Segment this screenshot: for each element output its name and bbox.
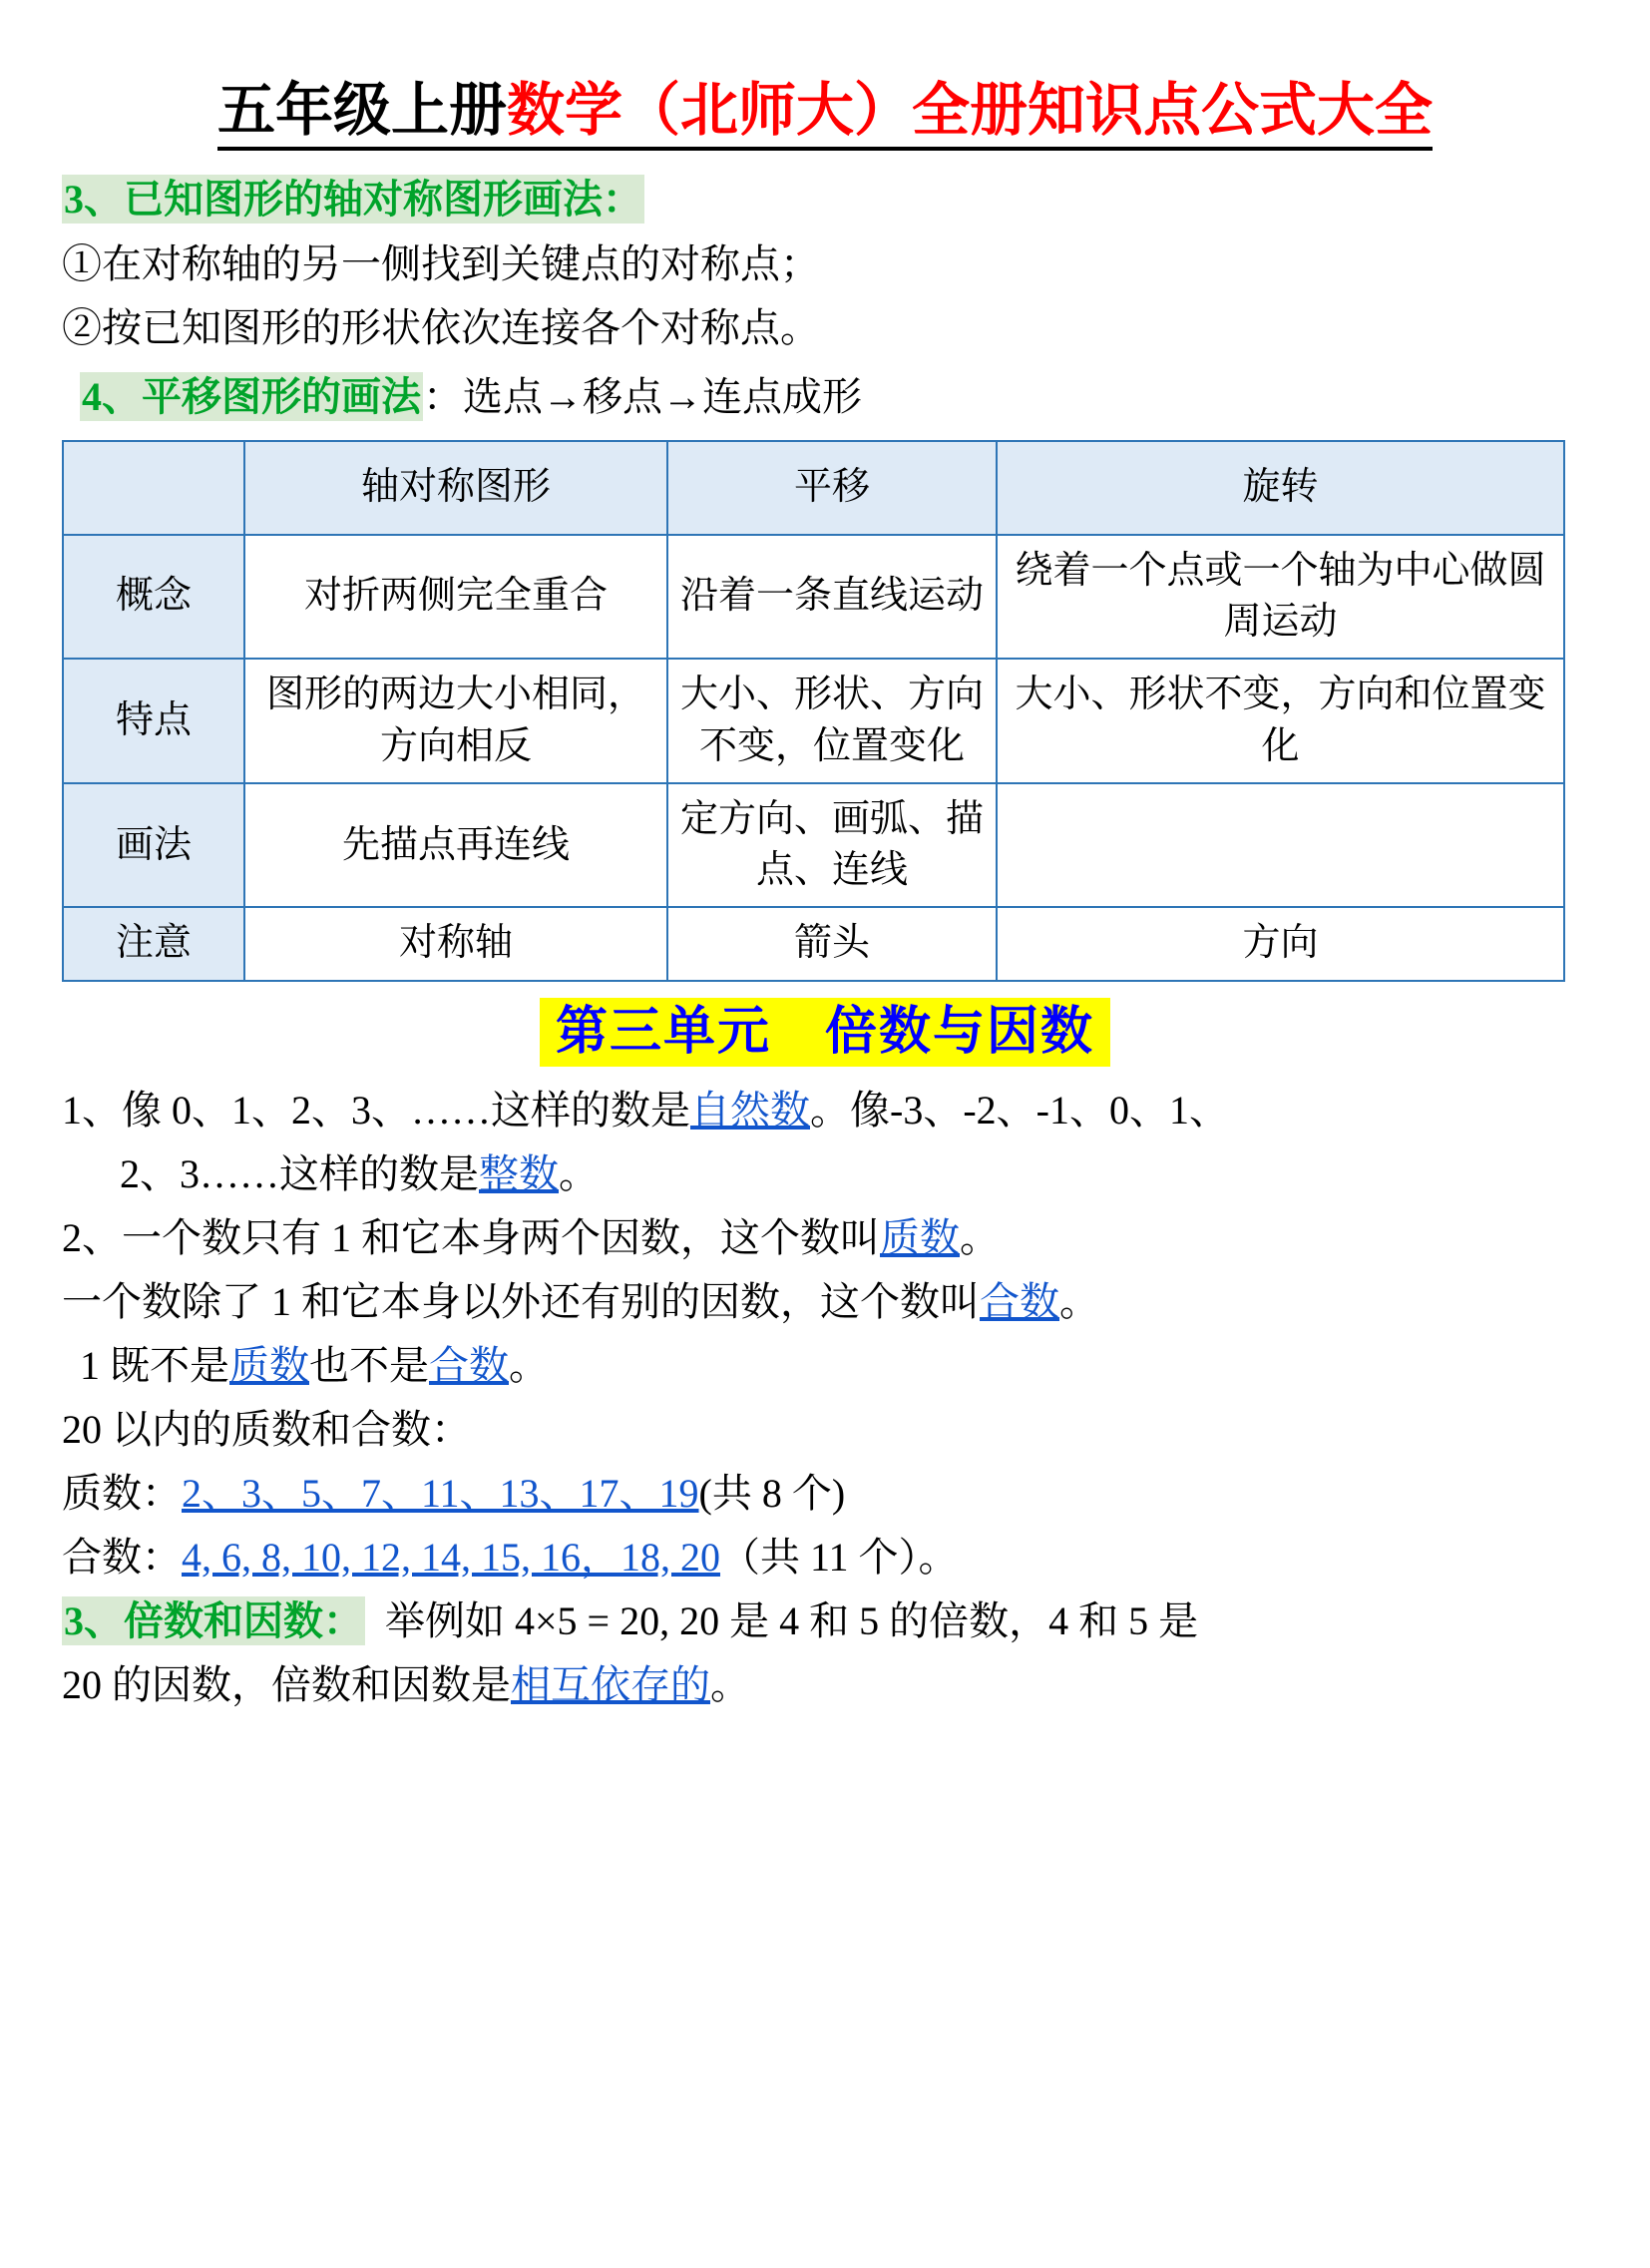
section-4-colon: ： — [423, 373, 463, 419]
unit3-p8-c: 。 — [710, 1661, 750, 1707]
unit3-paragraph-1-cont — [62, 1144, 1588, 1204]
unit-banner — [62, 998, 1588, 1067]
unit3-p1-link-natural-numbers: 自然数 — [690, 1087, 810, 1133]
unit3-p1-a: 1、像 0、1、2、3、……这样的数是 — [62, 1087, 690, 1133]
table-cell: 沿着一条直线运动 — [667, 535, 997, 660]
unit3-p4-a: 1 既不是 — [80, 1342, 229, 1388]
section-4-heading-text: 4、平移图形的画法 — [82, 373, 421, 419]
unit3-p3-a: 一个数除了 1 和它本身以外还有别的因数，这个数叫 — [62, 1278, 980, 1324]
unit3-p1-b: 。像-3、-2、-1、0、1、 — [810, 1087, 1229, 1133]
table-header-translation: 平移 — [667, 441, 997, 535]
unit3-p8-a: 举例如 4×5 = 20, 20 是 4 和 5 的倍数，4 和 5 是 — [385, 1597, 1199, 1643]
unit3-paragraph-6 — [62, 1464, 1588, 1524]
section-3-heading-text: 3、已知图形的轴对称图形画法： — [64, 176, 642, 222]
comparison-table — [62, 440, 1565, 982]
unit3-p4-link-prime: 质数 — [229, 1342, 309, 1388]
unit3-paragraph-2 — [62, 1208, 1588, 1268]
table-row — [63, 783, 1564, 908]
table-cell: 方向 — [997, 907, 1564, 980]
unit3-p4-c: 。 — [509, 1342, 549, 1388]
table-header-rotation: 旋转 — [997, 441, 1564, 535]
table-row-label-notes: 注意 — [63, 907, 244, 980]
unit3-paragraph-1 — [62, 1081, 1588, 1140]
unit3-composite-list: 4, 6, 8, 10, 12, 14, 15, 16，18, 20 — [182, 1534, 720, 1580]
table-cell: 定方向、画弧、描点、连线 — [667, 783, 997, 908]
unit3-p7-a: 合数： — [62, 1534, 182, 1580]
section-3-item-1: ①在对称轴的另一侧找到关键点的对称点； — [62, 240, 820, 286]
unit3-p6-b: (共 8 个) — [698, 1470, 846, 1516]
unit3-p2-a: 2、一个数只有 1 和它本身两个因数，这个数叫 — [62, 1214, 880, 1260]
table-header-corner — [63, 441, 244, 535]
unit3-p6-a: 质数： — [62, 1470, 182, 1516]
unit3-p8-b: 20 的因数，倍数和因数是 — [62, 1661, 511, 1707]
unit3-paragraph-7 — [62, 1528, 1588, 1588]
unit3-p2-link-prime: 质数 — [880, 1214, 960, 1260]
unit3-p3-link-composite: 合数 — [980, 1278, 1059, 1324]
page-title-red: 数学（北师大）全册知识点公式大全 — [507, 78, 1433, 151]
table-cell: 箭头 — [667, 907, 997, 980]
section-4-heading — [62, 368, 1588, 426]
section-4-content: 选点→移点→连点成形 — [463, 373, 862, 419]
unit3-paragraph-5: 20 以内的质数和合数： — [62, 1406, 471, 1452]
unit3-p2-b: 。 — [960, 1214, 1000, 1260]
section-3-heading — [62, 171, 1588, 228]
table-row-label-drawing: 画法 — [63, 783, 244, 908]
table-cell: 对称轴 — [244, 907, 667, 980]
table-cell: 大小、形状不变，方向和位置变化 — [997, 659, 1564, 783]
table-header-axisymmetric: 轴对称图形 — [244, 441, 667, 535]
section-3-item-2: ②按已知图形的形状依次连接各个对称点。 — [62, 304, 820, 350]
unit3-paragraph-4 — [62, 1336, 1588, 1396]
unit3-p3-b: 。 — [1059, 1278, 1099, 1324]
table-cell-empty — [997, 783, 1564, 908]
unit3-paragraph-3 — [62, 1272, 1588, 1332]
unit3-p8-link-interdependent: 相互依存的 — [511, 1661, 710, 1707]
table-cell: 大小、形状、方向不变，位置变化 — [667, 659, 997, 783]
table-header-row — [63, 441, 1564, 535]
page-title-black: 五年级上册 — [217, 78, 507, 151]
unit3-paragraph-8 — [62, 1591, 1588, 1651]
table-row-label-features: 特点 — [63, 659, 244, 783]
table-row — [63, 907, 1564, 980]
page-title — [62, 78, 1588, 145]
unit3-prime-list: 2、3、5、7、11、13、17、19 — [182, 1470, 699, 1516]
table-row — [63, 659, 1564, 783]
table-cell: 图形的两边大小相同，方向相反 — [244, 659, 667, 783]
table-row-label-concept: 概念 — [63, 535, 244, 660]
unit3-p7-b: （共 11 个）。 — [720, 1534, 959, 1580]
unit3-p1-link-integers: 整数 — [479, 1150, 559, 1196]
unit3-p4-b: 也不是 — [309, 1342, 429, 1388]
unit-banner-text: 第三单元 倍数与因数 — [540, 998, 1110, 1067]
unit3-p1-d: 。 — [559, 1150, 599, 1196]
unit3-paragraph-8-cont — [62, 1655, 1588, 1715]
unit3-p8-heading: 3、倍数和因数： — [64, 1597, 363, 1643]
table-cell: 对折两侧完全重合 — [244, 535, 667, 660]
table-row — [63, 535, 1564, 660]
table-cell: 绕着一个点或一个轴为中心做圆周运动 — [997, 535, 1564, 660]
unit3-p4-link-composite: 合数 — [429, 1342, 509, 1388]
table-cell: 先描点再连线 — [244, 783, 667, 908]
unit3-p1-c: 2、3……这样的数是 — [120, 1150, 479, 1196]
